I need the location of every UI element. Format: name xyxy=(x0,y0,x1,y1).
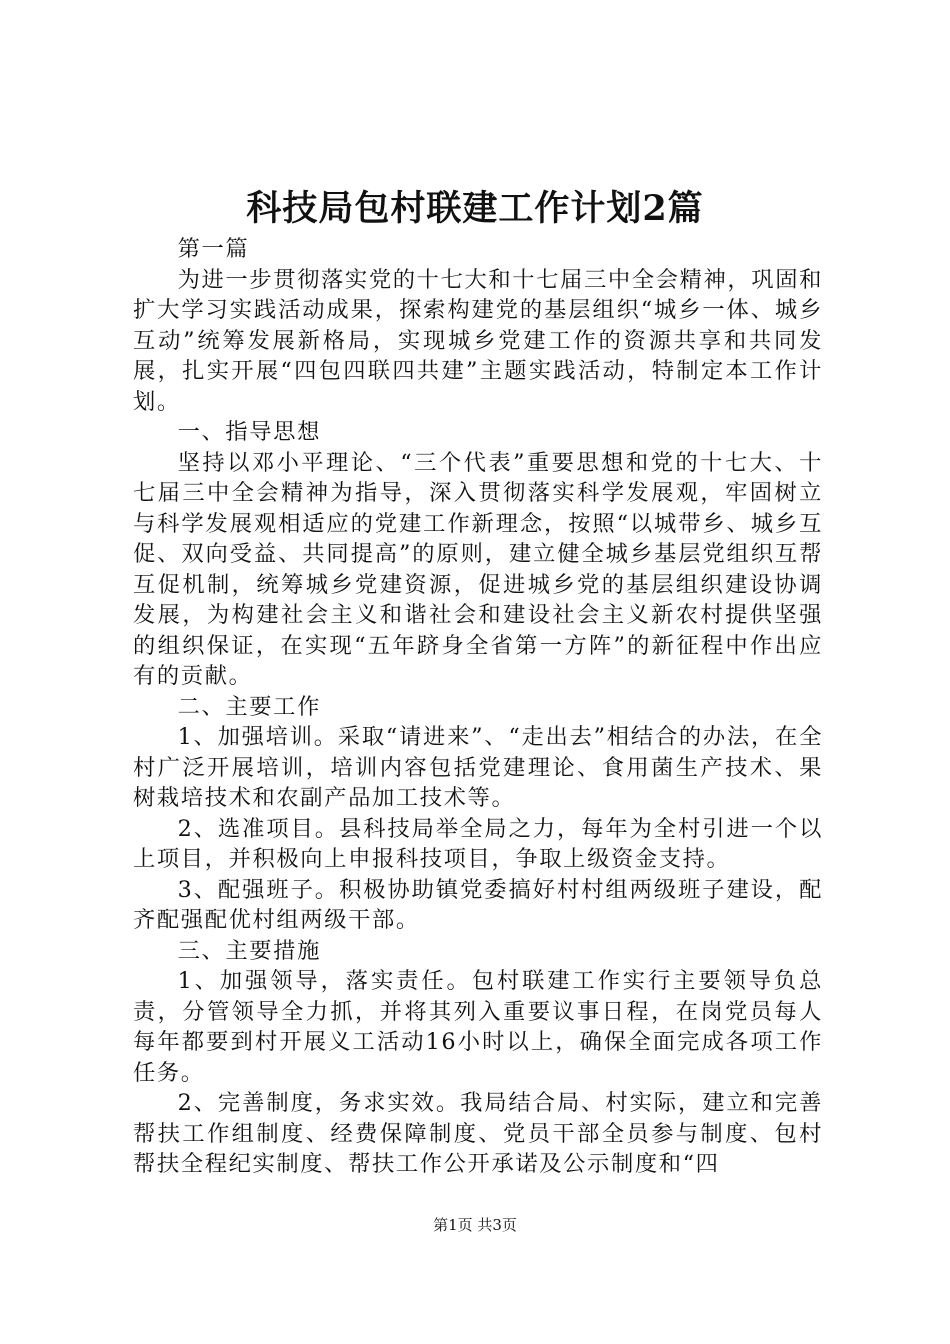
paragraph-main-work-2: 2、选准项目。县科技局举全局之力，每年为全村引进一个以上项目，并积极向上申报科技项目，争取上级资金支持。 xyxy=(133,815,823,872)
paragraph-guiding-thought: 坚持以邓小平理论、“三个代表”重要思想和党的十七大、十七届三中全会精神为指导，深入贯彻落实科学发展观，牢固树立与科学发展观相适应的党建工作新理念，按照“以城带乡、城乡互促、双向受益、共同提高”的原则，建立健全城乡基层党组织互帮互促机制，统筹城乡党建资源，促进城乡党的基层组织建设协调发展，为构建社会主义和谐社会和建设社会主义新农村提供坚强的组织保证，在实现“五年跻身全省第一方阵”的新征程中作出应有的贡献。 xyxy=(133,449,823,689)
document-body xyxy=(133,234,823,1180)
paragraph-main-work-3: 3、配强班子。积极协助镇党委搞好村村组两级班子建设，配齐配强配优村组两级干部。 xyxy=(133,876,823,933)
paragraph-measures-1: 1、加强领导，落实责任。包村联建工作实行主要领导负总责，分管领导全力抓，并将其列入重要议事日程，在岗党员每人每年都要到村开展义工活动16小时以上，确保全面完成各项工作任务。 xyxy=(133,968,823,1086)
section-label: 第一篇 xyxy=(177,236,250,262)
section-heading-main-work: 二、主要工作 xyxy=(177,693,321,720)
paragraph-measures-2: 2、完善制度，务求实效。我局结合局、村实际，建立和完善帮扶工作组制度、经费保障制度、党员干部全员参与制度、包村帮扶全程纪实制度、帮扶工作公开承诺及公示制度和“四 xyxy=(133,1090,823,1177)
document-title: 科技局包村联建工作计划2篇 xyxy=(246,188,704,229)
paragraph-main-work-1: 1、加强培训。采取“请进来”、“走出去”相结合的办法，在全村广泛开展培训，培训内容包括党建理论、食用菌生产技术、果树栽培技术和农副产品加工技术等。 xyxy=(133,724,823,811)
page-footer: 第1页 共3页 xyxy=(433,1216,517,1234)
section-heading-main-measures: 三、主要措施 xyxy=(177,937,321,964)
paragraph-intro: 为进一步贯彻落实党的十七大和十七届三中全会精神，巩固和扩大学习实践活动成果，探索构建党的基层组织“城乡一体、城乡互动”统筹发展新格局，实现城乡党建工作的资源共享和共同发展，扎实开展“四包四联四共建”主题实践活动，特制定本工作计划。 xyxy=(133,266,823,415)
section-heading-guiding-thought: 一、指导思想 xyxy=(177,419,321,445)
